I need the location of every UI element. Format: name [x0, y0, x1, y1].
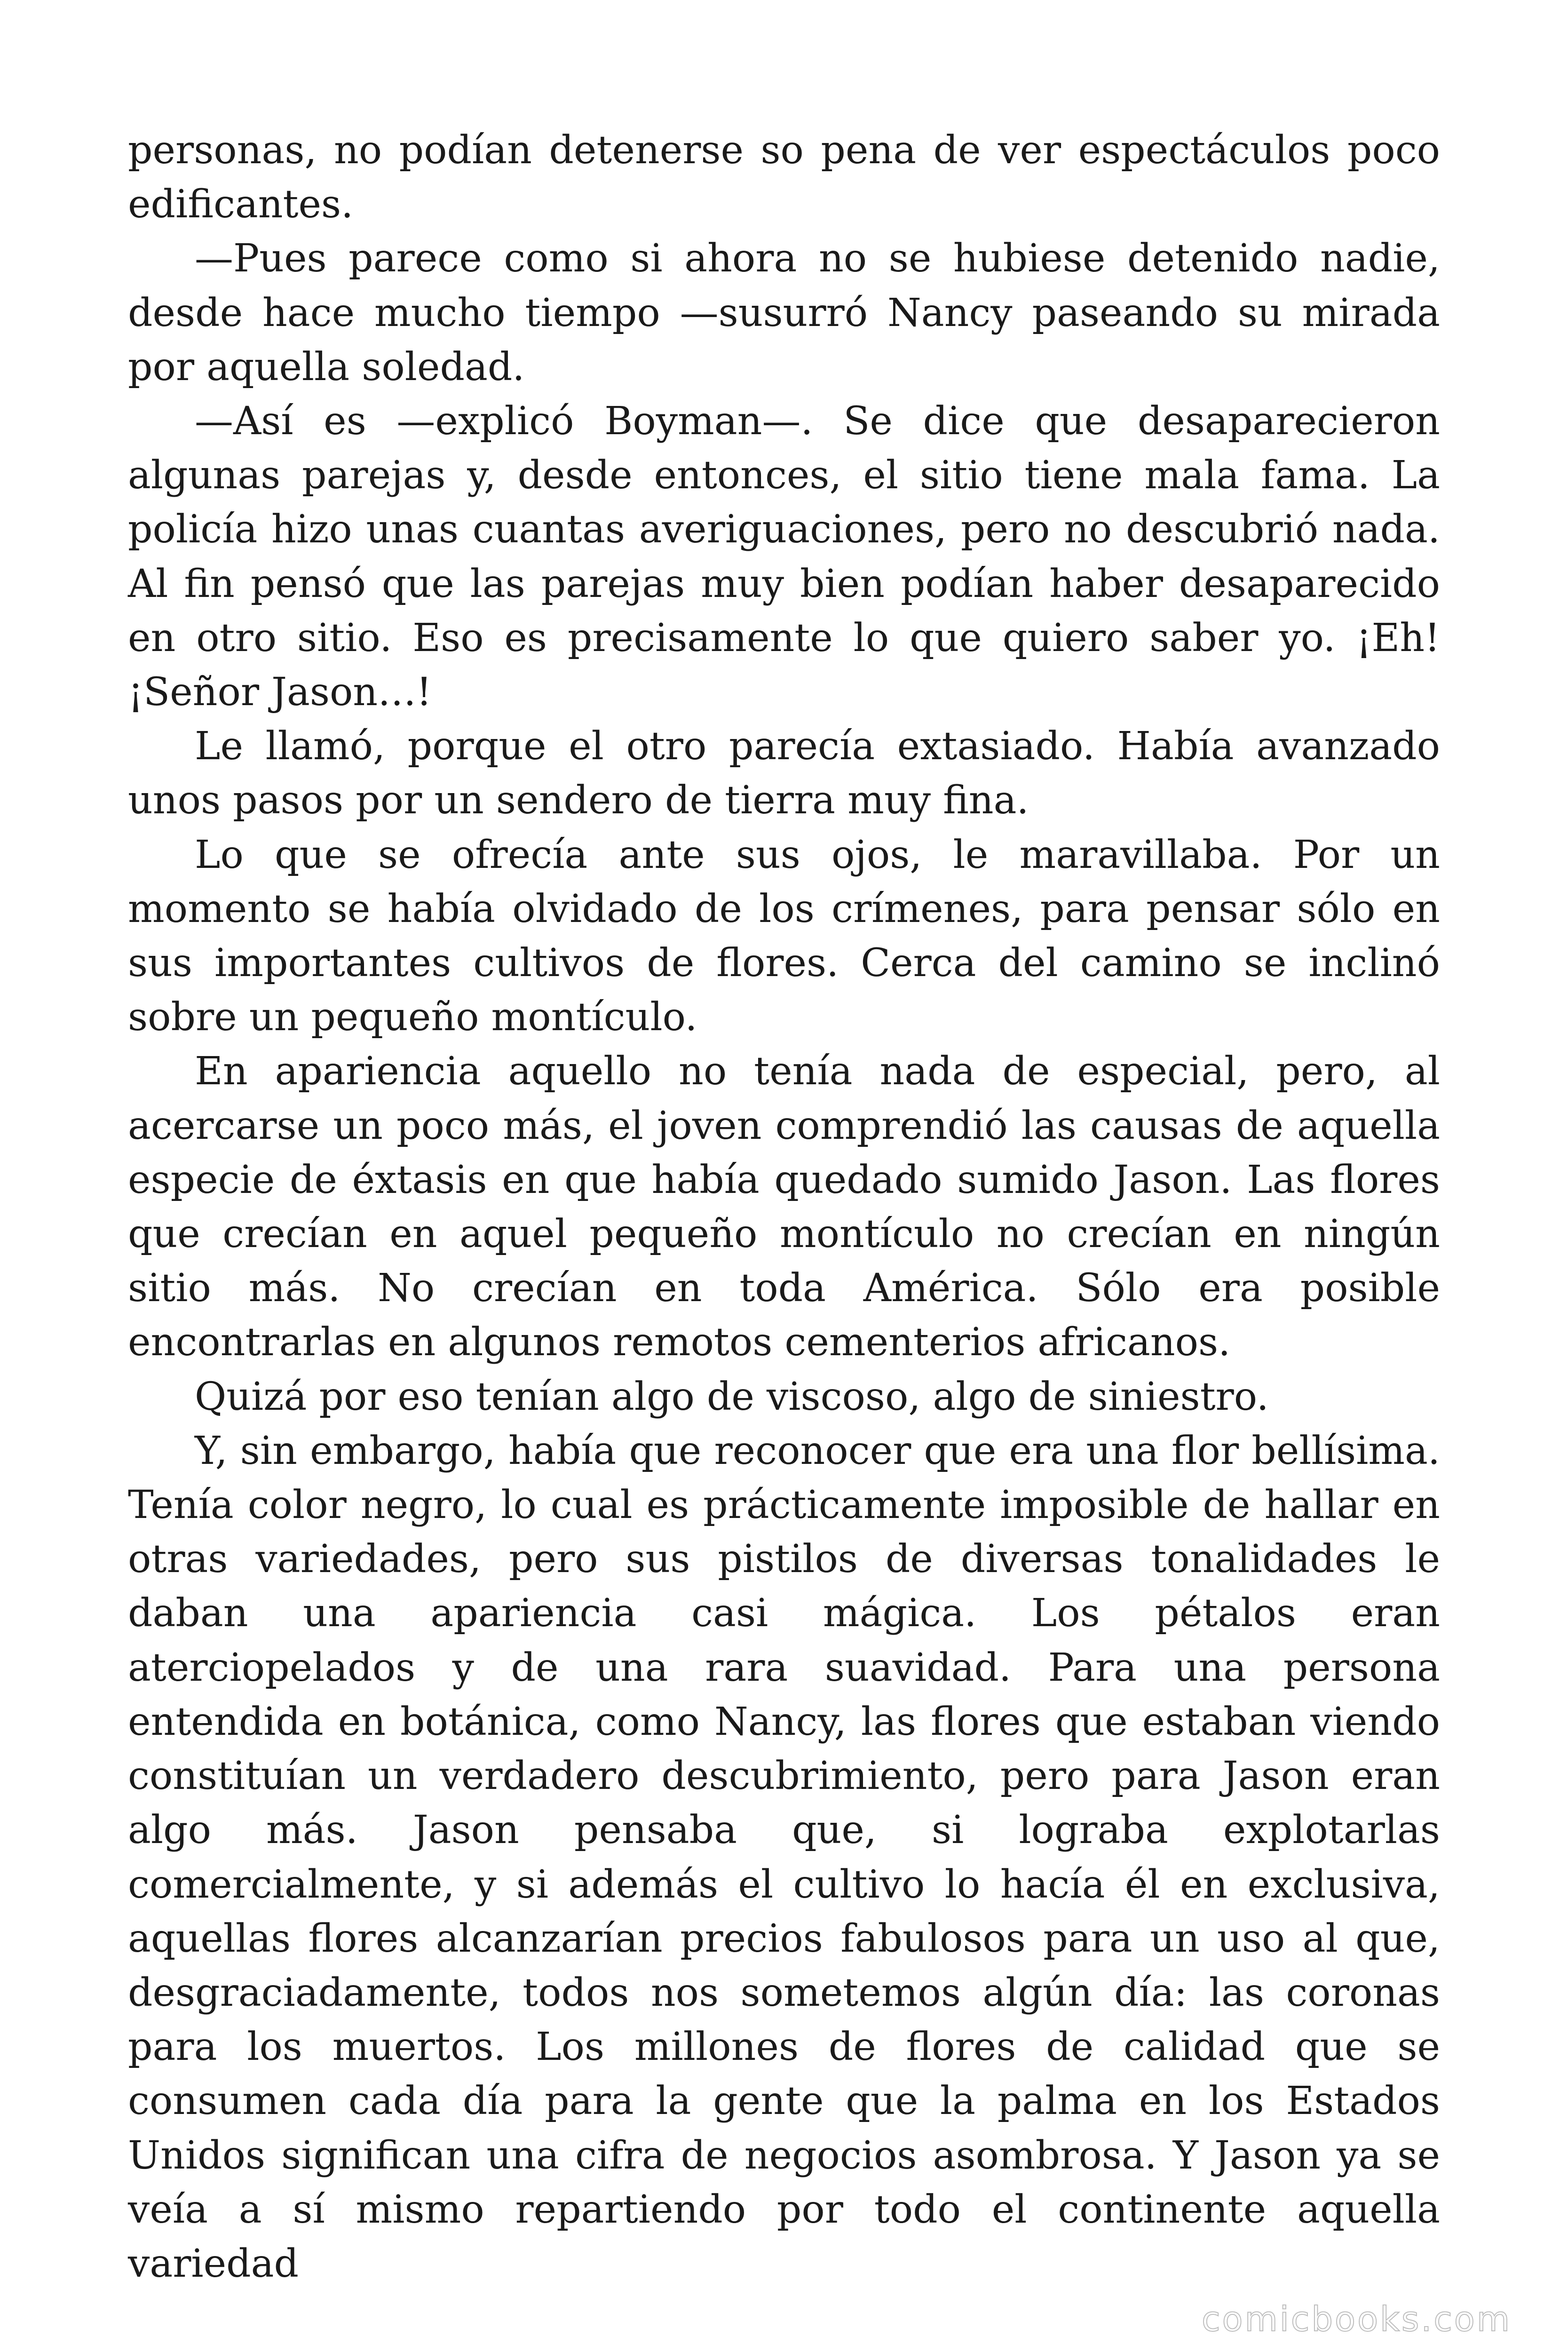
- paragraph: Quizá por eso tenían algo de viscoso, algo de siniestro.: [195, 1374, 1269, 1419]
- paragraph-dialogue-boyman: —Así es —explicó Boyman—. Se dice que desaparecieron algunas parejas y, desde entonces, el sitio tiene mala fama. La policía hizo unas cuantas averiguaciones, pero no descubrió nada. Al fin pensó que las parejas muy bien podían haber desaparecido en otro sitio. Eso es precisamente lo que quiero saber yo. ¡Eh! ¡Señor Jason…!: [128, 399, 1440, 715]
- paragraph: Y, sin embargo, había que reconocer que era una flor bellísima. Tenía color negro, lo cual es prácticamente imposible de hallar en otras variedades, pero sus pistilos de diversas tonalidades le daban una apariencia casi mágica. Los pétalos eran aterciopelados y de una rara suavidad. Para una persona entendida en botánica, como Nancy, las flores que estaban viendo constituían un verdadero descubrimiento, pero para Jason eran algo más. Jason pensaba que, si lograba explotarlas comercialmente, y si además el cultivo lo hacía él en exclusiva, aquellas flores alcanzarían precios fabulosos para un uso al que, desgraciadamente, todos nos sometemos algún día: las coronas para los muertos. Los millones de flores de calidad que se consumen cada día para la gente que la palma en los Estados Unidos significan una cifra de negocios asombrosa. Y Jason ya se veía a sí mismo repartiendo por todo el continente aquella variedad: [128, 1428, 1440, 2286]
- paragraph: Lo que se ofrecía ante sus ojos, le maravillaba. Por un momento se había olvidado de los crímenes, para pensar sólo en sus importantes cultivos de flores. Cerca del camino se inclinó sobre un pequeño montículo.: [128, 832, 1440, 1040]
- watermark: comicbooks.com: [1201, 2299, 1512, 2339]
- paragraph: Le llamó, porque el otro parecía extasiado. Había avanzado unos pasos por un sendero de tierra muy fina.: [128, 724, 1440, 823]
- paragraph-dialogue-nancy: —Pues parece como si ahora no se hubiese detenido nadie, desde hace mucho tiempo —susurró Nancy paseando su mirada por aquella soledad.: [128, 236, 1440, 389]
- paragraph: En apariencia aquello no tenía nada de especial, pero, al acercarse un poco más, el joven comprendió las causas de aquella especie de éxtasis en que había quedado sumido Jason. Las flores que crecían en aquel pequeño montículo no crecían en ningún sitio más. No crecían en toda América. Sólo era posible encontrarlas en algunos remotos cementerios africanos.: [128, 1049, 1440, 1365]
- body-text: [128, 123, 1440, 2291]
- paragraph-continued: personas, no podían detenerse so pena de ver espectáculos poco edificantes.: [128, 128, 1440, 227]
